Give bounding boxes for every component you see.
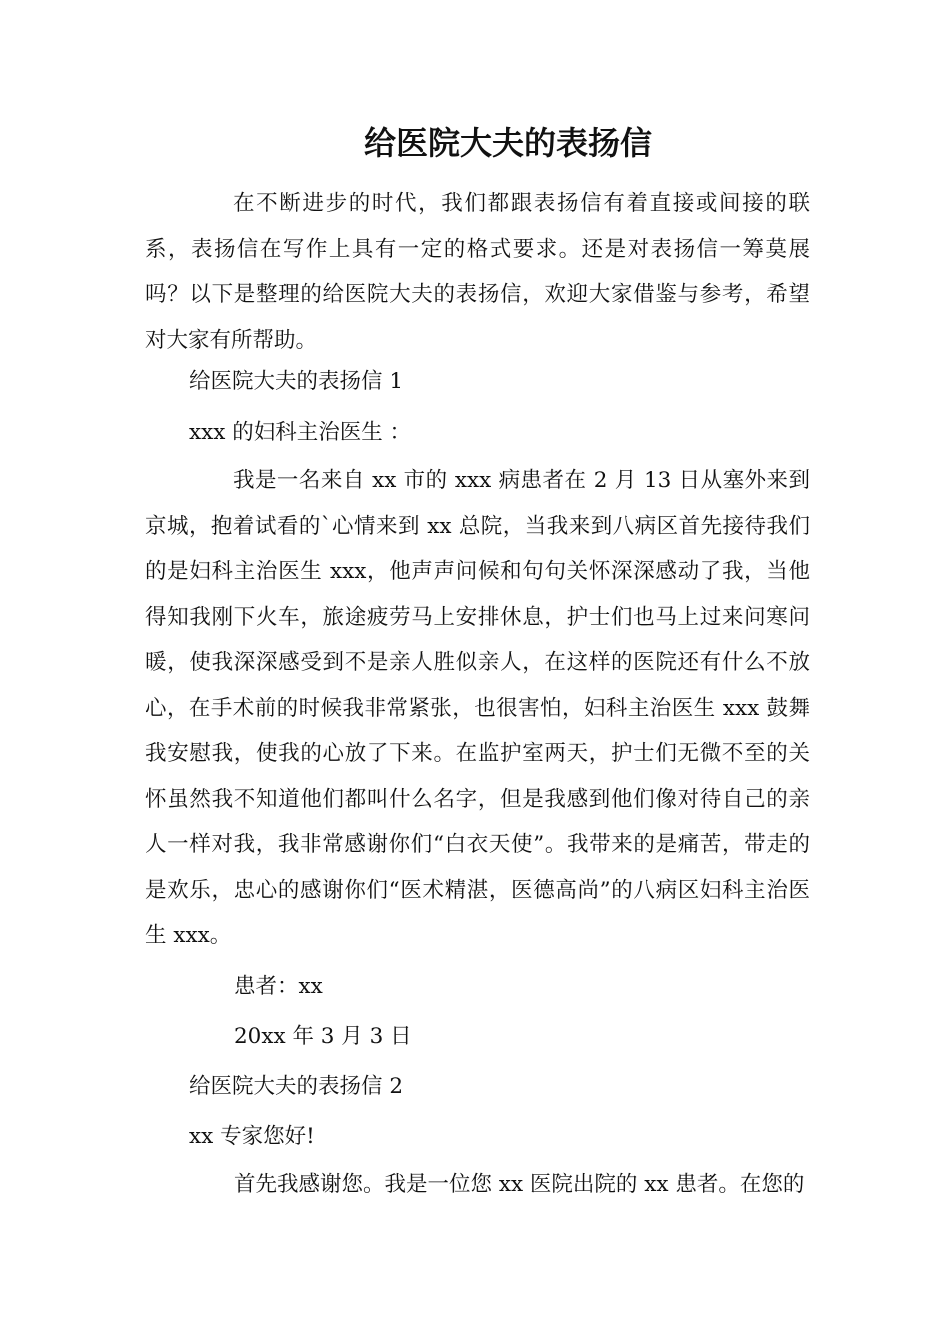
letter2-heading: 给医院大夫的表扬信 2 (189, 1074, 404, 1099)
letter1-date: 20xx 年 3 月 3 日 (234, 1024, 412, 1049)
letter1-signature: 患者：xx (234, 974, 323, 999)
intro-paragraph: 在不断进步的时代，我们都跟表扬信有着直接或间接的联系，表扬信在写作上具有一定的格式要求。还是对表扬信一筹莫展吗？以下是整理的给医院大夫的表扬信，欢迎大家借鉴与参考，希望对大家有所帮助。 (145, 191, 810, 353)
document-title: 给医院大夫的表扬信 (363, 124, 652, 162)
letter2-salutation: xx 专家您好! (189, 1124, 315, 1149)
letter1-salutation: xxx 的妇科主治医生 ： (189, 420, 412, 445)
letter1-heading: 给医院大夫的表扬信 1 (189, 369, 404, 394)
letter1-body: 我是一名来自 xx 市的 xxx 病患者在 2 月 13 日从塞外来到京城，抱着试看的`心情来到 xx 总院，当我来到八病区首先接待我们的是妇科主治医生 xxx，他声声问候和句句关怀深深感动了我，当他得知我刚下火车，旅途疲劳马上安排休息，护士们也马上过来问寒问暖，使我深深感受到不是亲人胜似亲人，在这样的医院还有什么不放心，在手术前的时候我非常紧张，也很害怕，妇科主治医生 xxx 鼓舞我安慰我，使我的心放了下来。在监护室两天，护士们无微不至的关怀虽然我不知道他们都叫什么名字，但是我感到他们像对待自己的亲人一样对我，我非常感谢你们“白衣天使”。我带来的是痛苦，带走的是欢乐，忠心的感谢你们“医术精湛，医德高尚”的八病区妇科主治医生 xxx。 (145, 468, 810, 948)
letter2-body-start: 首先我感谢您。我是一位您 xx 医院出院的 xx 患者。在您的 (234, 1172, 805, 1197)
